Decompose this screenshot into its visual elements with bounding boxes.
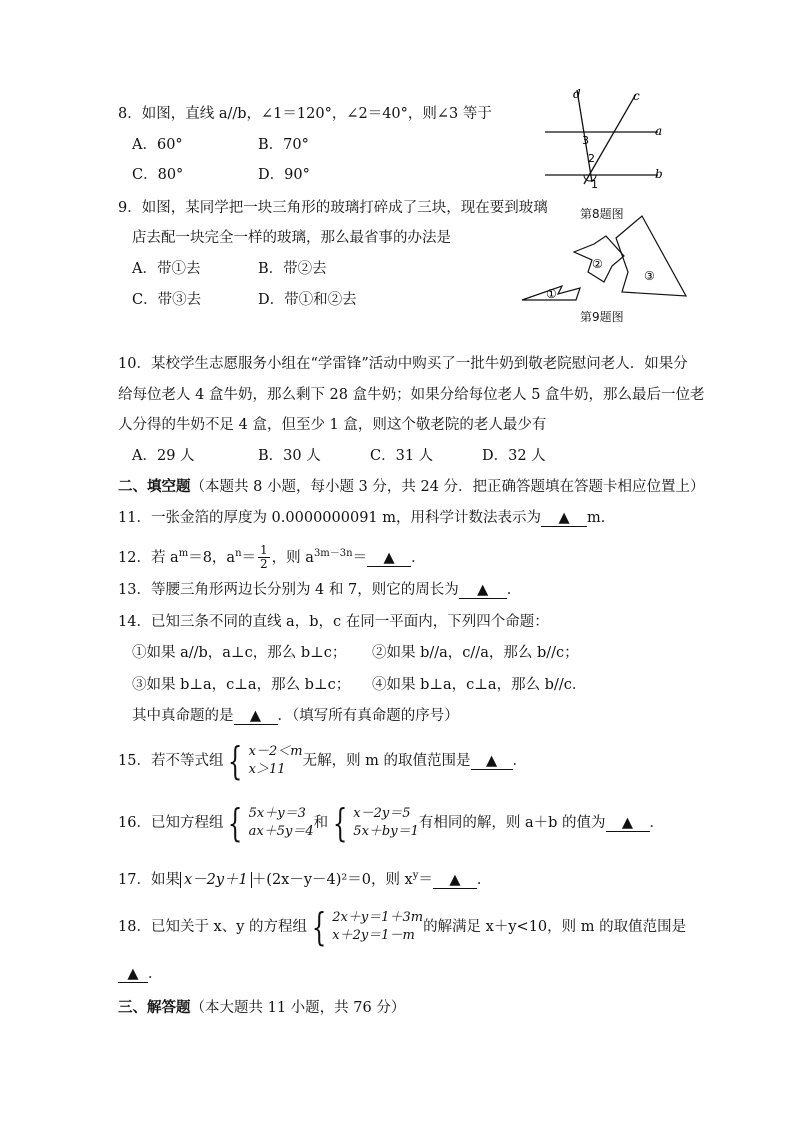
q15-row1: x－2＜m — [248, 744, 303, 759]
section2-title: 二、填空题 — [118, 479, 191, 495]
q18-answer-line — [118, 964, 163, 984]
q12-frac-den: 2 — [260, 557, 268, 572]
line-c — [584, 94, 636, 184]
q8-figure — [540, 84, 680, 196]
q12-eq1: ＝8，a — [188, 549, 236, 566]
q13-answer-blank[interactable]: ▲ — [459, 582, 507, 599]
q14-prop-2: ②如果 b//a，c//a，那么 b//c； — [372, 645, 579, 661]
q17-eq: ＝ — [418, 871, 433, 888]
q9-option-c: C．带③去 — [132, 292, 202, 308]
label-1: 1 — [591, 178, 598, 191]
glass-piece-3 — [616, 216, 686, 296]
section3-desc: （本大题共 11 小题，共 76 分） — [190, 1000, 406, 1016]
q8-option-d: D．90° — [258, 167, 310, 183]
q16 — [118, 803, 664, 843]
q10-option-d: D．32 人 — [482, 448, 546, 464]
q16-answer-blank[interactable]: ▲ — [606, 815, 650, 832]
q12-post: ． — [411, 549, 426, 566]
q16-post: ． — [649, 815, 664, 831]
q18-mid: 的解满足 x＋y<10，则 m 的取值范围是 — [423, 919, 687, 935]
label-piece-3: ③ — [644, 269, 655, 283]
q18-system: { 2x＋y＝1＋3m x＋2y＝1－m — [311, 905, 424, 949]
q13 — [118, 580, 521, 600]
q12 — [118, 540, 426, 572]
q17 — [118, 866, 491, 890]
q8-stem: 8．如图，直线 a//b，∠1＝120°，∠2＝40°，则∠3 等于 — [118, 106, 492, 122]
q17-post: ． — [476, 871, 492, 888]
q17-mid: ＋(2x－y－4)²＝0，则 x — [251, 871, 413, 888]
q16-and: 和 — [313, 815, 329, 831]
label-c: c — [633, 89, 640, 103]
q9-option-d: D．带①和②去 — [258, 292, 357, 308]
q12-frac-num: 1 — [260, 543, 268, 558]
q9-option-b: B．带②去 — [258, 261, 327, 277]
q16-pre: 16．已知方程组 — [118, 815, 224, 831]
q15-post: ． — [512, 753, 528, 769]
q15-pre: 15．若不等式组 — [118, 753, 224, 769]
q12-fraction — [258, 544, 270, 571]
q11-post: m． — [587, 510, 616, 526]
q14-pre: 其中真命题的是 — [132, 708, 234, 724]
section2-desc: （本题共 8 小题，每小题 3 分，共 24 分．把正确答题填在答题卡相应位置上） — [190, 479, 705, 495]
q15-answer-blank[interactable]: ▲ — [471, 753, 513, 770]
q18-pre: 18．已知关于 x、y 的方程组 — [118, 919, 308, 935]
q10-option-c: C．31 人 — [370, 448, 434, 464]
q10-option-b: B．30 人 — [258, 448, 321, 464]
q15-row2: x＞11 — [248, 762, 286, 777]
q18-post: ． — [148, 966, 163, 982]
q14-post: ．（填写所有真命题的序号） — [277, 708, 459, 724]
label-2: 2 — [588, 152, 595, 165]
q16-s2-row1: x－2y＝5 — [353, 806, 411, 821]
q9-stem-line1: 9．如图，某同学把一块三角形的玻璃打碎成了三块，现在要到玻璃 — [118, 200, 548, 216]
section3-heading — [118, 998, 405, 1018]
q9-figure — [518, 212, 690, 306]
q12-eq3: ＝ — [352, 549, 368, 566]
q17-sup: y — [412, 870, 419, 881]
q9-stem-line2: 店去配一块完全一样的玻璃，那么最省事的办法是 — [132, 230, 451, 246]
q12-pre: 12．若 a — [118, 549, 179, 566]
q16-s2-row2: 5x＋by＝1 — [353, 824, 419, 839]
label-b: b — [655, 167, 663, 181]
label-a: a — [655, 124, 663, 138]
q14-answer-blank[interactable]: ▲ — [234, 708, 278, 725]
q10-line3: 人分得的牛奶不足 4 盒，但至少 1 盒，则这个敬老院的老人最少有 — [118, 417, 547, 433]
q14-answer-line — [132, 706, 459, 726]
q14-prop-1: ①如果 a//b，a⊥c，那么 b⊥c； — [132, 645, 347, 661]
q16-s1-row1: 5x＋y＝3 — [248, 806, 306, 821]
section2-heading — [118, 477, 705, 497]
q16-system-2: { x－2y＝5 5x＋by＝1 — [332, 801, 419, 845]
q11 — [118, 508, 615, 528]
q14-prop-4: ④如果 b⊥a，c⊥a，那么 b//c． — [372, 677, 587, 693]
q15-mid: 无解，则 m 的取值范围是 — [302, 753, 471, 769]
q12-answer-blank[interactable]: ▲ — [367, 550, 411, 567]
q11-answer-blank[interactable]: ▲ — [541, 510, 587, 527]
q14-prop-3: ③如果 b⊥a，c⊥a，那么 b⊥c； — [132, 677, 351, 693]
q18-row1: 2x＋y＝1＋3m — [332, 910, 424, 925]
q11-pre: 11．一张金箔的厚度为 0.0000000091 m，用科学计数法表示为 — [118, 510, 542, 526]
q18-row2: x＋2y＝1－m — [332, 928, 415, 943]
section3-title: 三、解答题 — [118, 1000, 191, 1016]
q15 — [118, 741, 527, 781]
q16-system-1: { 5x＋y＝3 ax＋5y＝4 — [228, 801, 314, 845]
q12-m-sup: m — [178, 548, 189, 559]
label-piece-2: ② — [592, 257, 603, 271]
q8-option-c: C．80° — [132, 167, 184, 183]
q10-line1: 10．某校学生志愿服务小组在“学雷锋”活动中购买了一批牛奶到敬老院慰问老人．如果分 — [118, 356, 688, 372]
q12-mid: ，则 a — [271, 549, 314, 566]
q16-mid: 有相同的解，则 a＋b 的值为 — [418, 815, 606, 831]
q17-pre: 17．如果 — [118, 871, 180, 888]
q15-system: { x－2＜m x＞11 — [228, 739, 303, 783]
q14-stem: 14．已知三条不同的直线 a，b，c 在同一平面内，下列四个命题： — [118, 614, 549, 630]
label-d: d — [573, 87, 581, 101]
label-piece-1: ① — [546, 287, 557, 301]
q10-line2: 给每位老人 4 盒牛奶，那么剩下 28 盒牛奶；如果分给每位老人 5 盒牛奶，那么最后一位老 — [118, 387, 705, 403]
q17-abs: x－2y＋1 — [180, 872, 252, 888]
q10-option-a: A．29 人 — [132, 448, 195, 464]
q12-eq2: ＝ — [241, 549, 257, 566]
q18-answer-blank[interactable]: ▲ — [118, 966, 148, 983]
q8-option-a: A．60° — [132, 137, 183, 153]
label-3: 3 — [582, 134, 589, 147]
q12-exp: 3m－3n — [313, 548, 353, 559]
q13-post: ． — [506, 582, 522, 598]
q8-option-b: B．70° — [258, 137, 309, 153]
q13-pre: 13．等腰三角形两边长分别为 4 和 7，则它的周长为 — [118, 582, 459, 598]
q9-figure-caption: 第9题图 — [580, 310, 624, 324]
q16-s1-row2: ax＋5y＝4 — [248, 824, 314, 839]
q12-n-sup: n — [235, 548, 242, 559]
q18 — [118, 907, 686, 947]
q17-answer-blank[interactable]: ▲ — [433, 872, 477, 889]
q8-figure-caption: 第8题图 — [580, 207, 624, 221]
q9-option-a: A．带①去 — [132, 261, 201, 277]
